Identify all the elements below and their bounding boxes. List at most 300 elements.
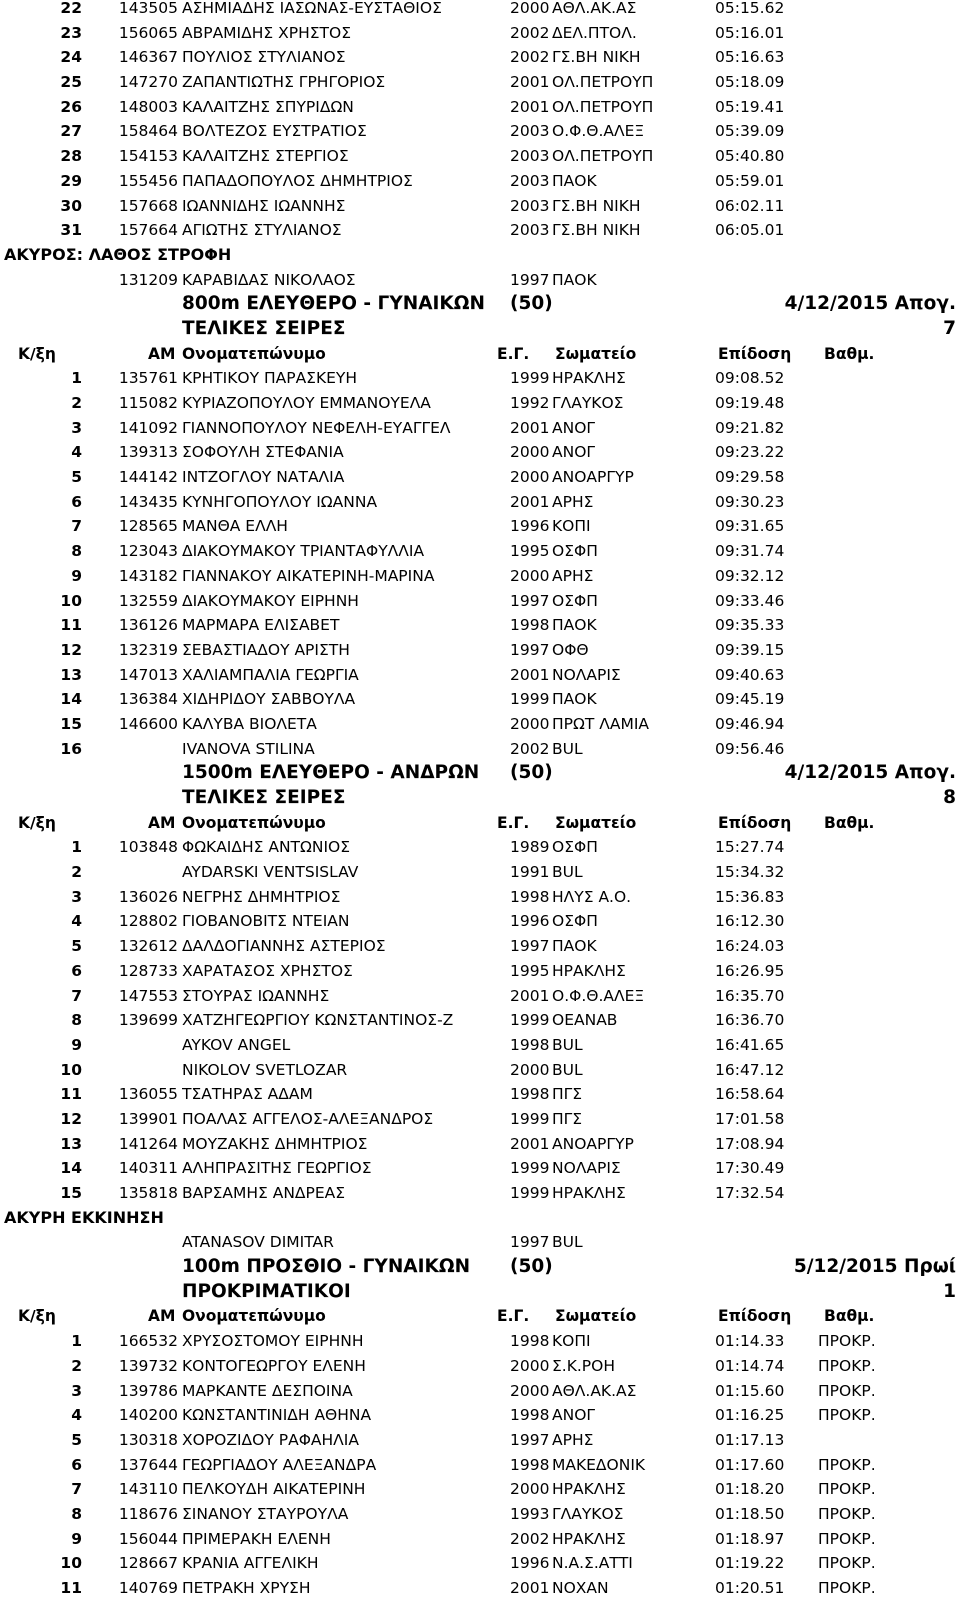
rank-cell: 5 [71,468,82,487]
birth-year-cell: 1996 [510,1554,550,1573]
rank-cell: 1 [71,1332,82,1351]
result-row [0,391,960,416]
col-club: Σωματείο [555,813,637,832]
result-row [0,1181,960,1206]
club-cell: ΗΡΑΚΛΗΣ [552,1480,626,1499]
time-cell: 17:30.49 [715,1159,785,1178]
am-cell: 143435 [118,492,178,511]
rank-cell: 2 [71,394,82,412]
club-cell: ΟΕΑΝΑΒ [552,1011,618,1030]
birth-year-cell: 2000 [510,0,550,17]
invalid-start-rows [0,1230,960,1255]
result-row [0,1033,960,1058]
rank-cell: 14 [60,1159,82,1178]
event-heats: 7 [943,317,956,339]
am-cell: 132612 [118,937,178,956]
athlete-name-cell: ΣΕΒΑΣΤΙΑΔΟΥ ΑΡΙΣΤΗ [182,640,350,659]
result-row [0,663,960,688]
am-cell: 143110 [118,1480,178,1499]
time-cell: 09:21.82 [715,418,785,437]
athlete-name-cell: ΚΥΝΗΓΟΠΟΥΛΟΥ ΙΩΑΝΝΑ [182,492,378,511]
athlete-name-cell: ΧΑΛΙΑΜΠΑΛΙΑ ΓΕΩΡΓΙΑ [182,665,359,684]
event-date: 5/12/2015 Πρωί [793,1256,956,1278]
col-grade: Βαθμ. [824,344,875,363]
birth-year-cell: 1991 [510,863,550,882]
time-cell: 17:32.54 [715,1184,785,1202]
athlete-name-cell: ΜΑΝΘΑ ΕΛΛΗ [182,517,288,536]
rank-cell: 31 [60,221,82,240]
club-cell: ΟΣΦΠ [552,542,598,561]
rank-cell: 9 [71,566,82,585]
rank-cell: 2 [71,863,82,882]
club-cell: ΑΝΟΑΡΓΥΡ [552,1134,634,1153]
col-am: ΑΜ [148,1307,176,1326]
time-cell: 16:36.70 [715,1011,785,1030]
am-cell: 130318 [118,1430,178,1449]
athlete-name-cell: ΑΒΡΑΜΙΔΗΣ ΧΡΗΣΤΟΣ [182,23,351,42]
column-header [0,1304,960,1329]
am-cell: 156065 [118,23,178,42]
club-cell: ΠΓΣ [552,1109,583,1128]
time-cell: 01:17.13 [715,1430,785,1449]
time-cell: 05:18.09 [715,73,785,92]
time-cell: 09:39.15 [715,640,785,659]
qualification-cell: ΠΡΟΚΡ. [818,1529,876,1548]
rank-cell: 4 [71,912,82,931]
qualification-cell: ΠΡΟΚΡ. [818,1406,876,1425]
birth-year-cell: 2003 [510,122,550,141]
result-row [0,1008,960,1033]
club-cell: ΓΛΑΥΚΟΣ [552,394,624,412]
birth-year-cell: 2000 [510,1381,550,1400]
time-cell: 05:16.63 [715,48,785,67]
col-name: Ονοματεπώνυμο [182,1307,326,1326]
birth-year-cell: 1998 [510,616,550,635]
result-row [0,366,960,391]
am-cell: 132319 [118,640,178,659]
rank-cell: 3 [71,1381,82,1400]
am-cell: 139786 [118,1381,178,1400]
am-cell: 141264 [118,1134,178,1153]
rank-cell: 23 [60,23,82,42]
result-row [0,1551,960,1576]
event-pool: (50) [510,293,553,315]
col-rank: Κ/ξη [18,344,56,363]
club-cell: ΗΡΑΚΛΗΣ [552,369,626,388]
club-cell: ΝΟΧΑΝ [552,1579,609,1597]
am-cell: 136384 [118,690,178,709]
result-row [0,1329,960,1354]
birth-year-cell: 1998 [510,1455,550,1474]
club-cell: ΟΦΘ [552,640,589,659]
results-800m-women [0,366,960,761]
am-cell: 131209 [118,270,178,289]
club-cell: ΗΡΑΚΛΗΣ [552,1184,626,1202]
result-row [0,268,960,293]
birth-year-cell: 2000 [510,714,550,733]
invalid-start-label: ΑΚΥΡΗ ΕΚΚΙΝΗΣΗ [4,1207,164,1227]
athlete-name-cell: ΚΑΛΑΙΤΖΗΣ ΣΠΥΡΙΔΩΝ [182,97,354,116]
col-grade: Βαθμ. [824,813,875,832]
qualification-cell: ΠΡΟΚΡ. [818,1356,876,1375]
club-cell: ΠΑΟΚ [552,690,597,709]
rank-cell: 25 [60,73,82,92]
result-row [0,0,960,21]
time-cell: 09:30.23 [715,492,785,511]
am-cell: 139313 [118,443,178,462]
result-row [0,638,960,663]
birth-year-cell: 2003 [510,196,550,215]
rank-cell: 12 [60,1109,82,1128]
result-row [0,835,960,860]
athlete-name-cell: ΣΟΦΟΥΛΗ ΣΤΕΦΑΝΙΑ [182,443,344,462]
athlete-name-cell: ΦΩΚΑΙΔΗΣ ΑΝΤΩΝΙΟΣ [182,838,351,857]
result-row [0,934,960,959]
qualification-cell: ΠΡΟΚΡ. [818,1480,876,1499]
athlete-name-cell: ΙΝΤΖΟΓΛΟΥ ΝΑΤΑΛΙΑ [182,468,345,487]
birth-year-cell: 2000 [510,566,550,585]
club-cell: ΓΛΑΥΚΟΣ [552,1504,624,1523]
club-cell: ΑΝΟΓ [552,443,596,462]
time-cell: 01:18.97 [715,1529,785,1548]
am-cell: 140311 [118,1159,178,1178]
result-row [0,1453,960,1478]
athlete-name-cell: ΧΡΥΣΟΣΤΟΜΟΥ ΕΙΡΗΝΗ [182,1332,364,1351]
time-cell: 01:18.50 [715,1504,785,1523]
club-cell: ΑΘΛ.ΑΚ.ΑΣ [552,1381,637,1400]
club-cell: Ο.Φ.Θ.ΑΛΕΞ [552,986,645,1005]
club-cell: Ο.Φ.Θ.ΑΛΕΞ [552,122,645,141]
col-am: ΑΜ [148,344,176,363]
rank-cell: 6 [71,961,82,980]
result-row [0,860,960,885]
time-cell: 01:14.33 [715,1332,785,1351]
athlete-name-cell: ΜΑΡΜΑΡΑ ΕΛΙΣΑΒΕΤ [182,616,340,635]
time-cell: 01:17.60 [715,1455,785,1474]
athlete-name-cell: ΚΡΗΤΙΚΟΥ ΠΑΡΑΣΚΕΥΗ [182,369,358,388]
time-cell: 05:19.41 [715,97,785,116]
event-title-row [0,1255,960,1280]
birth-year-cell: 2002 [510,1529,550,1548]
rank-cell: 13 [60,1134,82,1153]
result-row [0,45,960,70]
result-row [0,490,960,515]
athlete-name-cell: IVANOVA STILINA [182,739,315,758]
am-cell: 147270 [118,73,178,92]
rank-cell: 16 [60,739,82,758]
athlete-name-cell: ΠΕΛΚΟΥΔΗ ΑΙΚΑΤΕΡΙΝΗ [182,1480,366,1499]
am-cell: 137644 [118,1455,178,1474]
am-cell: 128802 [118,912,178,931]
time-cell: 05:59.01 [715,171,785,190]
rank-cell: 11 [60,1579,82,1597]
col-year: Ε.Γ. [497,344,530,363]
event-phase: ΤΕΛΙΚΕΣ ΣΕΙΡΕΣ [182,787,346,808]
athlete-name-cell: ΠΟΥΛΙΟΣ ΣΤΥΛΙΑΝΟΣ [182,48,346,67]
rank-cell: 11 [60,616,82,635]
result-row [0,144,960,169]
result-row [0,885,960,910]
result-row [0,95,960,120]
event-pool: (50) [510,762,553,784]
time-cell: 01:15.60 [715,1381,785,1400]
club-cell: BUL [552,1035,583,1054]
athlete-name-cell: NIKOLOV SVETLOZAR [182,1060,348,1079]
qualification-cell: ΠΡΟΚΡ. [818,1504,876,1523]
birth-year-cell: 1998 [510,1332,550,1351]
athlete-name-cell: ΚΑΛΑΙΤΖΗΣ ΣΤΕΡΓΙΟΣ [182,147,349,166]
time-cell: 05:15.62 [715,0,785,17]
col-time: Επίδοση [718,1307,792,1326]
am-cell: 155456 [118,171,178,190]
time-cell: 06:05.01 [715,221,785,240]
qualification-cell: ΠΡΟΚΡ. [818,1579,876,1597]
club-cell: ΟΣΦΠ [552,591,598,610]
club-cell: ΑΝΟΓ [552,1406,596,1425]
event-phase-row [0,1280,960,1305]
athlete-name-cell: ΧΑΡΑΤΑΣΟΣ ΧΡΗΣΤΟΣ [182,961,353,980]
col-am: ΑΜ [148,813,176,832]
result-row [0,564,960,589]
am-cell: 139732 [118,1356,178,1375]
time-cell: 09:35.33 [715,616,785,635]
time-cell: 09:40.63 [715,665,785,684]
results-1500m-men [0,835,960,1205]
birth-year-cell: 2002 [510,48,550,67]
am-cell: 135761 [118,369,178,388]
birth-year-cell: 1992 [510,394,550,412]
am-cell: 158464 [118,122,178,141]
birth-year-cell: 1998 [510,1406,550,1425]
col-rank: Κ/ξη [18,813,56,832]
am-cell: 148003 [118,97,178,116]
birth-year-cell: 1998 [510,1085,550,1104]
club-cell: ΠΓΣ [552,1085,583,1104]
am-cell: 123043 [118,542,178,561]
athlete-name-cell: ΧΑΤΖΗΓΕΩΡΓΙΟΥ ΚΩΝΣΤΑΝΤΙΝΟΣ-Ζ [182,1011,454,1030]
event-phase-row [0,317,960,342]
am-cell: 140200 [118,1406,178,1425]
birth-year-cell: 2002 [510,739,550,758]
event-phase: ΠΡΟΚΡΙΜΑΤΙΚΟΙ [182,1280,351,1302]
athlete-name-cell: ΔΑΛΔΟΓΙΑΝΝΗΣ ΑΣΤΕΡΙΟΣ [182,937,386,956]
time-cell: 16:35.70 [715,986,785,1005]
athlete-name-cell: ΑΓΙΩΤΗΣ ΣΤΥΛΙΑΝΟΣ [182,221,342,240]
am-cell: 143182 [118,566,178,585]
rank-cell: 7 [71,1480,82,1499]
athlete-name-cell: ΓΕΩΡΓΙΑΔΟΥ ΑΛΕΞΑΝΔΡΑ [182,1455,377,1474]
athlete-name-cell: ΓΙΟΒΑΝΟΒΙΤΣ ΝΤΕΙΑΝ [182,912,350,931]
result-row [0,687,960,712]
col-time: Επίδοση [718,344,792,363]
club-cell: ΗΡΑΚΛΗΣ [552,961,626,980]
result-row [0,465,960,490]
result-row [0,1428,960,1453]
birth-year-cell: 1996 [510,517,550,536]
rank-cell: 27 [60,122,82,141]
birth-year-cell: 2001 [510,986,550,1005]
col-year: Ε.Γ. [497,813,530,832]
birth-year-cell: 1995 [510,542,550,561]
time-cell: 09:23.22 [715,443,785,462]
rank-cell: 3 [71,418,82,437]
am-cell: 139901 [118,1109,178,1128]
time-cell: 16:24.03 [715,937,785,956]
time-cell: 06:02.11 [715,196,785,215]
am-cell: 136055 [118,1085,178,1104]
am-cell: 135818 [118,1184,178,1202]
birth-year-cell: 1999 [510,1011,550,1030]
birth-year-cell: 2001 [510,665,550,684]
event-heats: 8 [943,787,956,808]
athlete-name-cell: ΒΑΡΣΑΜΗΣ ΑΝΔΡΕΑΣ [182,1184,346,1202]
birth-year-cell: 1995 [510,961,550,980]
club-cell: ΟΛ.ΠΕΤΡΟΥΠ [552,147,654,166]
am-cell: 139699 [118,1011,178,1030]
club-cell: BUL [552,1060,583,1079]
rank-cell: 9 [71,1529,82,1548]
rank-cell: 7 [71,986,82,1005]
time-cell: 01:16.25 [715,1406,785,1425]
time-cell: 09:08.52 [715,369,785,388]
club-cell: ΟΛ.ΠΕΤΡΟΥΠ [552,73,654,92]
column-header [0,342,960,367]
time-cell: 16:12.30 [715,912,785,931]
time-cell: 17:01.58 [715,1109,785,1128]
athlete-name-cell: ΒΟΛΤΕΖΟΣ ΕΥΣΤΡΑΤΙΟΣ [182,122,367,141]
time-cell: 09:46.94 [715,714,785,733]
club-cell: ΓΣ.ΒΗ ΝΙΚΗ [552,48,641,67]
birth-year-cell: 2003 [510,147,550,166]
result-row [0,1354,960,1379]
club-cell: ΔΕΛ.ΠΤΟΛ. [552,23,637,42]
athlete-name-cell: ΚΥΡΙΑΖΟΠΟΥΛΟΥ ΕΜΜΑΝΟΥΕΛΑ [182,394,431,412]
am-cell: 146367 [118,48,178,67]
time-cell: 17:08.94 [715,1134,785,1153]
athlete-name-cell: ΚΑΛΥΒΑ ΒΙΟΛΕΤΑ [182,714,317,733]
athlete-name-cell: ΑΛΗΠΡΑΣΙΤΗΣ ΓΕΩΡΓΙΟΣ [182,1159,372,1178]
club-cell: ΓΣ.ΒΗ ΝΙΚΗ [552,221,641,240]
time-cell: 01:18.20 [715,1480,785,1499]
club-cell: ΠΑΟΚ [552,937,597,956]
time-cell: 15:34.32 [715,863,785,882]
event-phase: ΤΕΛΙΚΕΣ ΣΕΙΡΕΣ [182,317,346,339]
event-title: 800m ΕΛΕΥΘΕΡΟ - ΓΥΝΑΙΚΩΝ [182,293,485,315]
athlete-name-cell: ΠΕΤΡΑΚΗ ΧΡΥΣΗ [182,1579,311,1597]
am-cell: 136026 [118,887,178,906]
birth-year-cell: 2001 [510,1579,550,1597]
time-cell: 09:56.46 [715,739,785,758]
result-row [0,119,960,144]
athlete-name-cell: ΠΡΙΜΕΡΑΚΗ ΕΛΕΝΗ [182,1529,331,1548]
athlete-name-cell: AYDARSKI VENTSISLAV [182,863,359,882]
section-previous-event-tail [0,0,960,243]
col-year: Ε.Γ. [497,1307,530,1326]
result-row [0,737,960,762]
result-row [0,1082,960,1107]
col-grade: Βαθμ. [824,1307,875,1326]
birth-year-cell: 1997 [510,1233,550,1252]
am-cell: 103848 [118,838,178,857]
time-cell: 15:36.83 [715,887,785,906]
am-cell: 141092 [118,418,178,437]
rank-cell: 4 [71,443,82,462]
time-cell: 09:32.12 [715,566,785,585]
column-header [0,811,960,836]
am-cell: 128565 [118,517,178,536]
am-cell: 147553 [118,986,178,1005]
club-cell: ΗΛΥΣ Α.Ο. [552,887,632,906]
time-cell: 01:20.51 [715,1579,785,1597]
result-row [0,21,960,46]
birth-year-cell: 1997 [510,270,550,289]
club-cell: ΜΑΚΕΔΟΝΙΚ [552,1455,646,1474]
club-cell: ΝΟΛΑΡΙΣ [552,665,621,684]
result-row [0,1230,960,1255]
club-cell: ΟΛ.ΠΕΤΡΟΥΠ [552,97,654,116]
qualification-cell: ΠΡΟΚΡ. [818,1455,876,1474]
athlete-name-cell: ΚΡΑΝΙΑ ΑΓΓΕΛΙΚΗ [182,1554,319,1573]
club-cell: ΑΘΛ.ΑΚ.ΑΣ [552,0,637,17]
am-cell: 154153 [118,147,178,166]
athlete-name-cell: ΙΩΑΝΝΙΔΗΣ ΙΩΑΝΝΗΣ [182,196,346,215]
event-pool: (50) [510,1256,553,1278]
time-cell: 09:29.58 [715,468,785,487]
rank-cell: 8 [71,542,82,561]
result-row [0,169,960,194]
birth-year-cell: 2001 [510,1134,550,1153]
rank-cell: 28 [60,147,82,166]
athlete-name-cell: ΜΑΡΚΑΝΤΕ ΔΕΣΠΟΙΝΑ [182,1381,353,1400]
birth-year-cell: 1999 [510,1159,550,1178]
am-cell: 147013 [118,665,178,684]
athlete-name-cell: ΓΙΑΝΝΟΠΟΥΛΟΥ ΝΕΦΕΛΗ-ΕΥΑΓΓΕΛ [182,418,451,437]
rank-cell: 30 [60,196,82,215]
club-cell: BUL [552,863,583,882]
birth-year-cell: 1998 [510,887,550,906]
birth-year-cell: 1997 [510,640,550,659]
result-row [0,514,960,539]
rank-cell: 24 [60,48,82,67]
rank-cell: 7 [71,517,82,536]
disqualified-rows [0,268,960,293]
athlete-name-cell: ΔΙΑΚΟΥΜΑΚΟΥ ΕΙΡΗΝΗ [182,591,359,610]
athlete-name-cell: ΖΑΠΑΝΤΙΩΤΗΣ ΓΡΗΓΟΡΙΟΣ [182,73,386,92]
result-row [0,1403,960,1428]
rank-cell: 4 [71,1406,82,1425]
result-row [0,1379,960,1404]
result-row [0,194,960,219]
club-cell: Σ.Κ.ΡΟΗ [552,1356,616,1375]
am-cell: 144142 [118,468,178,487]
result-row [0,1502,960,1527]
rank-cell: 8 [71,1011,82,1030]
qualification-cell: ΠΡΟΚΡ. [818,1554,876,1573]
result-row [0,1132,960,1157]
time-cell: 01:14.74 [715,1356,785,1375]
club-cell: ΑΝΟΑΡΓΥΡ [552,468,634,487]
birth-year-cell: 2001 [510,418,550,437]
club-cell: ΑΝΟΓ [552,418,596,437]
club-cell: BUL [552,739,583,758]
club-cell: ΠΡΩΤ ΛΑΜΙΑ [552,714,649,733]
club-cell: ΑΡΗΣ [552,492,594,511]
athlete-name-cell: ΣΙΝΑΝΟΥ ΣΤΑΥΡΟΥΛΑ [182,1504,349,1523]
col-rank: Κ/ξη [18,1307,56,1326]
birth-year-cell: 1997 [510,1430,550,1449]
result-row [0,1477,960,1502]
club-cell: Ν.Α.Σ.ΑΤΤΙ [552,1554,633,1573]
